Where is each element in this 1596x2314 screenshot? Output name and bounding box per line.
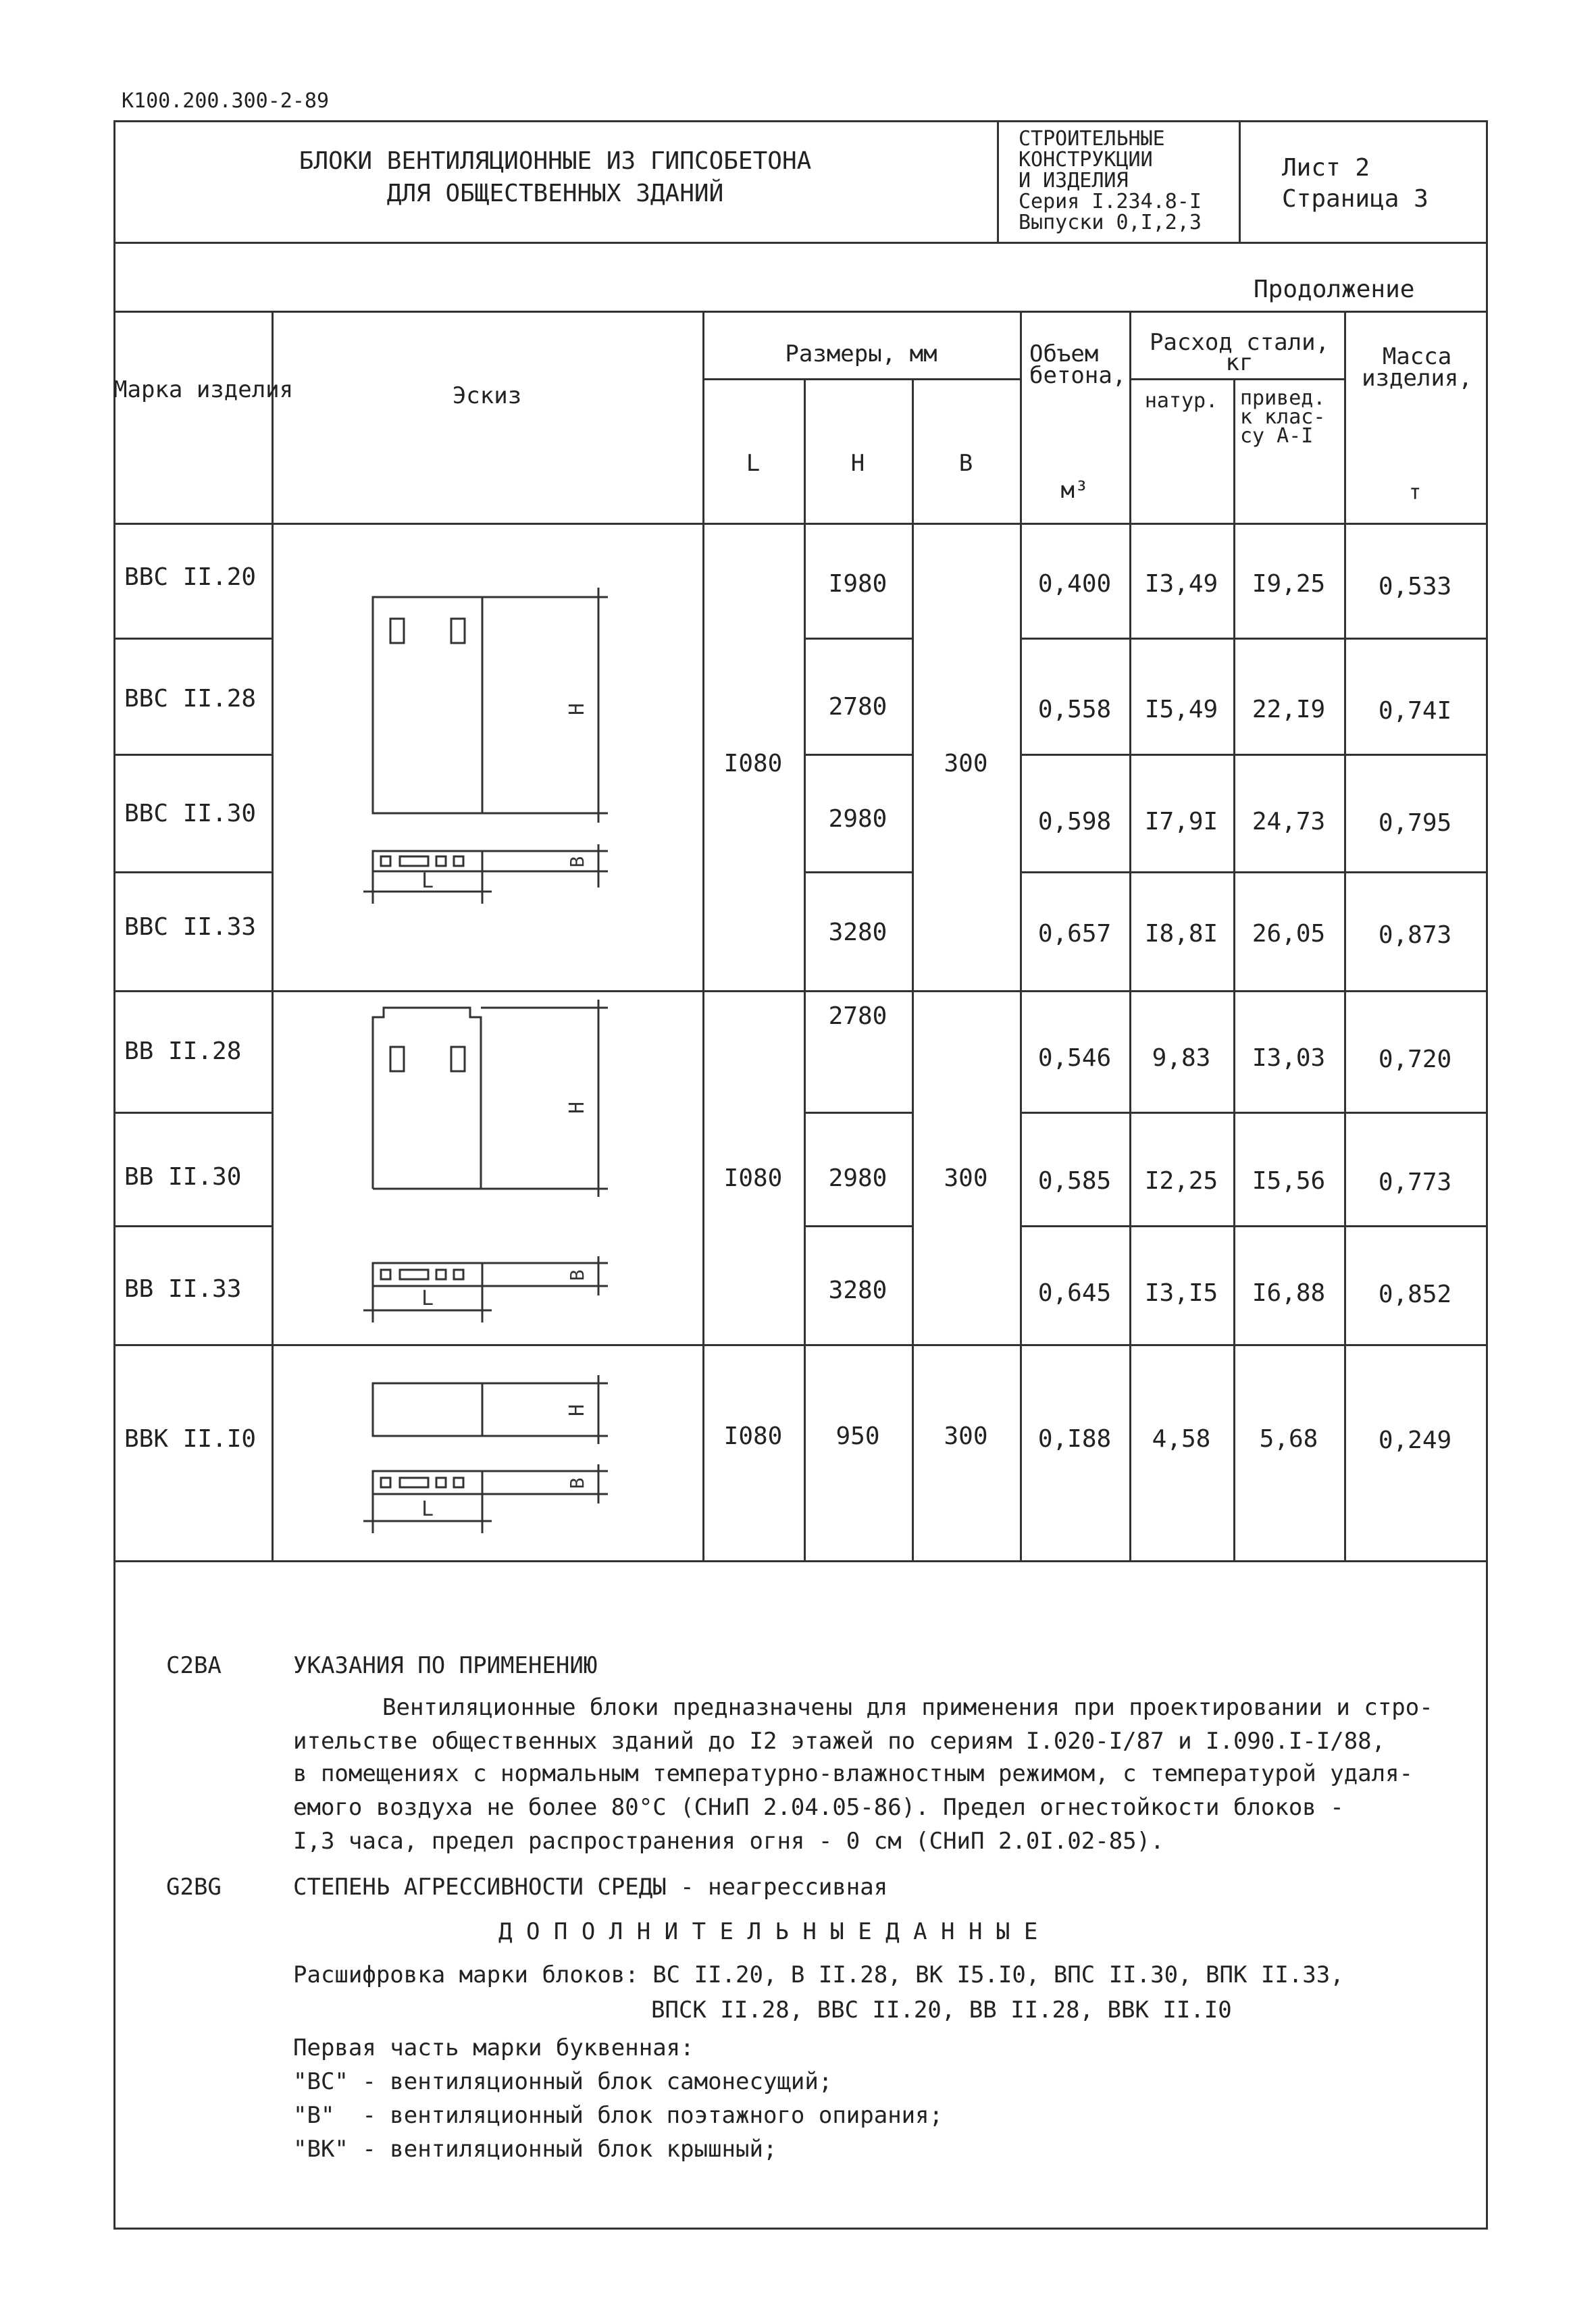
note-paragraph-line: Вентиляционные блоки предназначены для применения при проектировании и стро- [382,1694,1433,1721]
header-steel-reduced [1240,386,1326,448]
header-mass-unit: т [1408,481,1422,505]
group-B: 300 [944,1422,988,1450]
decoding-line: "В" - вентиляционный блок поэтажного опирания; [293,2102,944,2129]
series-line: Выпуски 0,I,2,3 [1019,211,1202,234]
row-mass: 0,852 [1378,1281,1452,1308]
header-steel-reduced-line: к клас- [1240,405,1326,429]
row-mass: 0,74I [1378,697,1452,725]
header-steel-reduced-line: су А-I [1240,424,1314,448]
header-B: B [958,450,973,477]
note-heading-1: УКАЗАНИЯ ПО ПРИМЕНЕНИЮ [293,1652,598,1679]
row-H: 3280 [828,1277,887,1304]
header-steel: Расход стали, кг [1149,329,1330,376]
row-volume: 0,598 [1037,808,1112,835]
row-steel-natural: I7,9I [1144,808,1218,835]
header-sizes: Размеры, мм [785,340,937,367]
sketch-L-label: L [421,1497,434,1521]
row-steel-reduced: 24,73 [1252,808,1326,835]
row-H: I980 [828,570,887,598]
decoding-line: "ВС" - вентиляционный блок самонесущий; [293,2068,833,2095]
sketch-L-label: L [421,1287,434,1310]
note-code-2: G2BG [166,1874,222,1901]
series-line: Серия I.234.8-I [1019,190,1202,213]
sketch-B-label: B [566,1269,588,1281]
row-volume: 0,657 [1037,920,1112,948]
sketch-H-label: H [565,1404,589,1417]
sketch-B-label: B [566,856,588,868]
sketch-vvs-block [351,567,621,932]
header-sketch: Эскиз [452,382,522,409]
row-H: 2780 [828,693,887,721]
row-mark: ВВС II.20 [124,563,257,591]
sketch-B-label: B [566,1477,588,1489]
row-mark: ВВС II.28 [124,685,257,713]
header-mark: Марка изделия [113,376,294,403]
group-B: 300 [944,1164,988,1192]
row-steel-natural: 4,58 [1152,1425,1211,1453]
row-H: 3280 [828,919,887,946]
row-mark: ВВ II.30 [124,1163,242,1191]
row-mass: 0,533 [1378,573,1452,600]
note-paragraph-line: в помещениях с нормальным температурно-влажностным режимом, с температурой удаля- [293,1760,1414,1787]
row-steel-reduced: I5,56 [1252,1167,1326,1195]
header-H: H [850,450,865,477]
note-heading-2: СТЕПЕНЬ АГРЕССИВНОСТИ СРЕДЫ - неагрессивная [293,1874,888,1901]
row-H: 950 [835,1422,880,1450]
row-steel-natural: I3,I5 [1144,1279,1218,1307]
document-code: К100.200.300-2-89 [122,89,330,113]
row-H: 2980 [828,1164,887,1192]
row-mass: 0,795 [1378,809,1452,837]
title-line-2: ДЛЯ ОБЩЕСТВЕННЫХ ЗДАНИЙ [386,180,724,207]
note-code-1: С2ВА [166,1652,222,1679]
row-H: 2780 [828,1002,887,1030]
additional-data-heading: Д О П О Л Н И Т Е Л Ь Н Ы Е Д А Н Н Ы Е [498,1918,1038,1945]
row-volume: 0,546 [1037,1044,1112,1072]
row-mass: 0,873 [1378,921,1452,949]
series-line: КОНСТРУКЦИИ [1019,148,1153,172]
sketch-L-label: L [421,869,434,893]
group-L: I080 [723,750,783,777]
row-volume: 0,585 [1037,1167,1112,1195]
page-number: Страница 3 [1282,185,1428,213]
header-mass: Масса изделия, [1362,343,1472,392]
row-steel-reduced: 22,I9 [1252,696,1326,723]
header-steel-natural: натур. [1144,389,1218,413]
row-steel-natural: I8,8I [1144,920,1218,948]
header-steel-reduced-line: привед. [1240,386,1326,410]
series-block [1019,128,1202,233]
row-steel-reduced: 26,05 [1252,920,1326,948]
group-L: I080 [723,1422,783,1450]
row-volume: 0,558 [1037,696,1112,723]
group-B: 300 [944,750,988,777]
header-volume: Объем бетона, [1029,340,1127,389]
row-mass: 0,773 [1378,1168,1452,1196]
row-volume: 0,400 [1037,570,1112,598]
series-line: И ИЗДЕЛИЯ [1019,169,1129,192]
row-steel-reduced: I9,25 [1252,570,1326,598]
row-steel-reduced: 5,68 [1259,1425,1318,1453]
note-paragraph-line: I,3 часа, предел распространения огня - 0 см (СНиП 2.0I.02-85). [293,1828,1164,1855]
sketch-vvk-block [351,1364,621,1547]
row-steel-natural: I2,25 [1144,1167,1218,1195]
row-mark: ВВ II.33 [124,1275,242,1303]
header-volume-unit: м³ [1060,477,1089,504]
row-steel-reduced: I3,03 [1252,1044,1326,1072]
row-volume: 0,I88 [1037,1425,1112,1453]
row-H: 2980 [828,805,887,833]
row-steel-reduced: I6,88 [1252,1279,1326,1307]
decoding-line: Расшифровка марки блоков: ВС II.20, В II.28, ВК I5.I0, ВПС II.30, ВПК II.33, [293,1961,1344,1988]
header-L: L [746,450,761,477]
sheet-number: Лист 2 [1282,154,1370,182]
continuation-label: Продолжение [1254,276,1415,303]
note-paragraph-line: емого воздуха не более 80°С (СНиП 2.04.05-86). Предел огнестойкости блоков - [293,1794,1344,1821]
decoding-line: ВПСК II.28, ВВС II.20, ВВ II.28, ВВК II.I0 [651,1997,1232,2024]
group-L: I080 [723,1164,783,1192]
sketch-vv-block [351,993,621,1337]
row-steel-natural: I3,49 [1144,570,1218,598]
row-volume: 0,645 [1037,1279,1112,1307]
row-mark: ВВС II.30 [124,800,257,827]
sketch-H-label: H [565,1101,589,1114]
sketch-H-label: H [565,702,589,716]
row-steel-natural: 9,83 [1152,1044,1211,1072]
title-line-1: БЛОКИ ВЕНТИЛЯЦИОННЫЕ ИЗ ГИПСОБЕТОНА [299,147,812,175]
series-line: СТРОИТЕЛЬНЫЕ [1019,127,1165,151]
row-mark: ВВК II.I0 [124,1425,257,1453]
note-paragraph-line: ительстве общественных зданий до I2 этажей по сериям I.020-I/87 и I.090.I-I/88, [293,1728,1386,1755]
decoding-line: Первая часть марки буквенная: [293,2034,694,2061]
row-steel-natural: I5,49 [1144,696,1218,723]
row-mark: ВВ II.28 [124,1037,242,1065]
row-mass: 0,720 [1378,1046,1452,1073]
decoding-line: "ВК" - вентиляционный блок крышный; [293,2136,777,2163]
row-mark: ВВС II.33 [124,913,257,941]
row-mass: 0,249 [1378,1426,1452,1454]
